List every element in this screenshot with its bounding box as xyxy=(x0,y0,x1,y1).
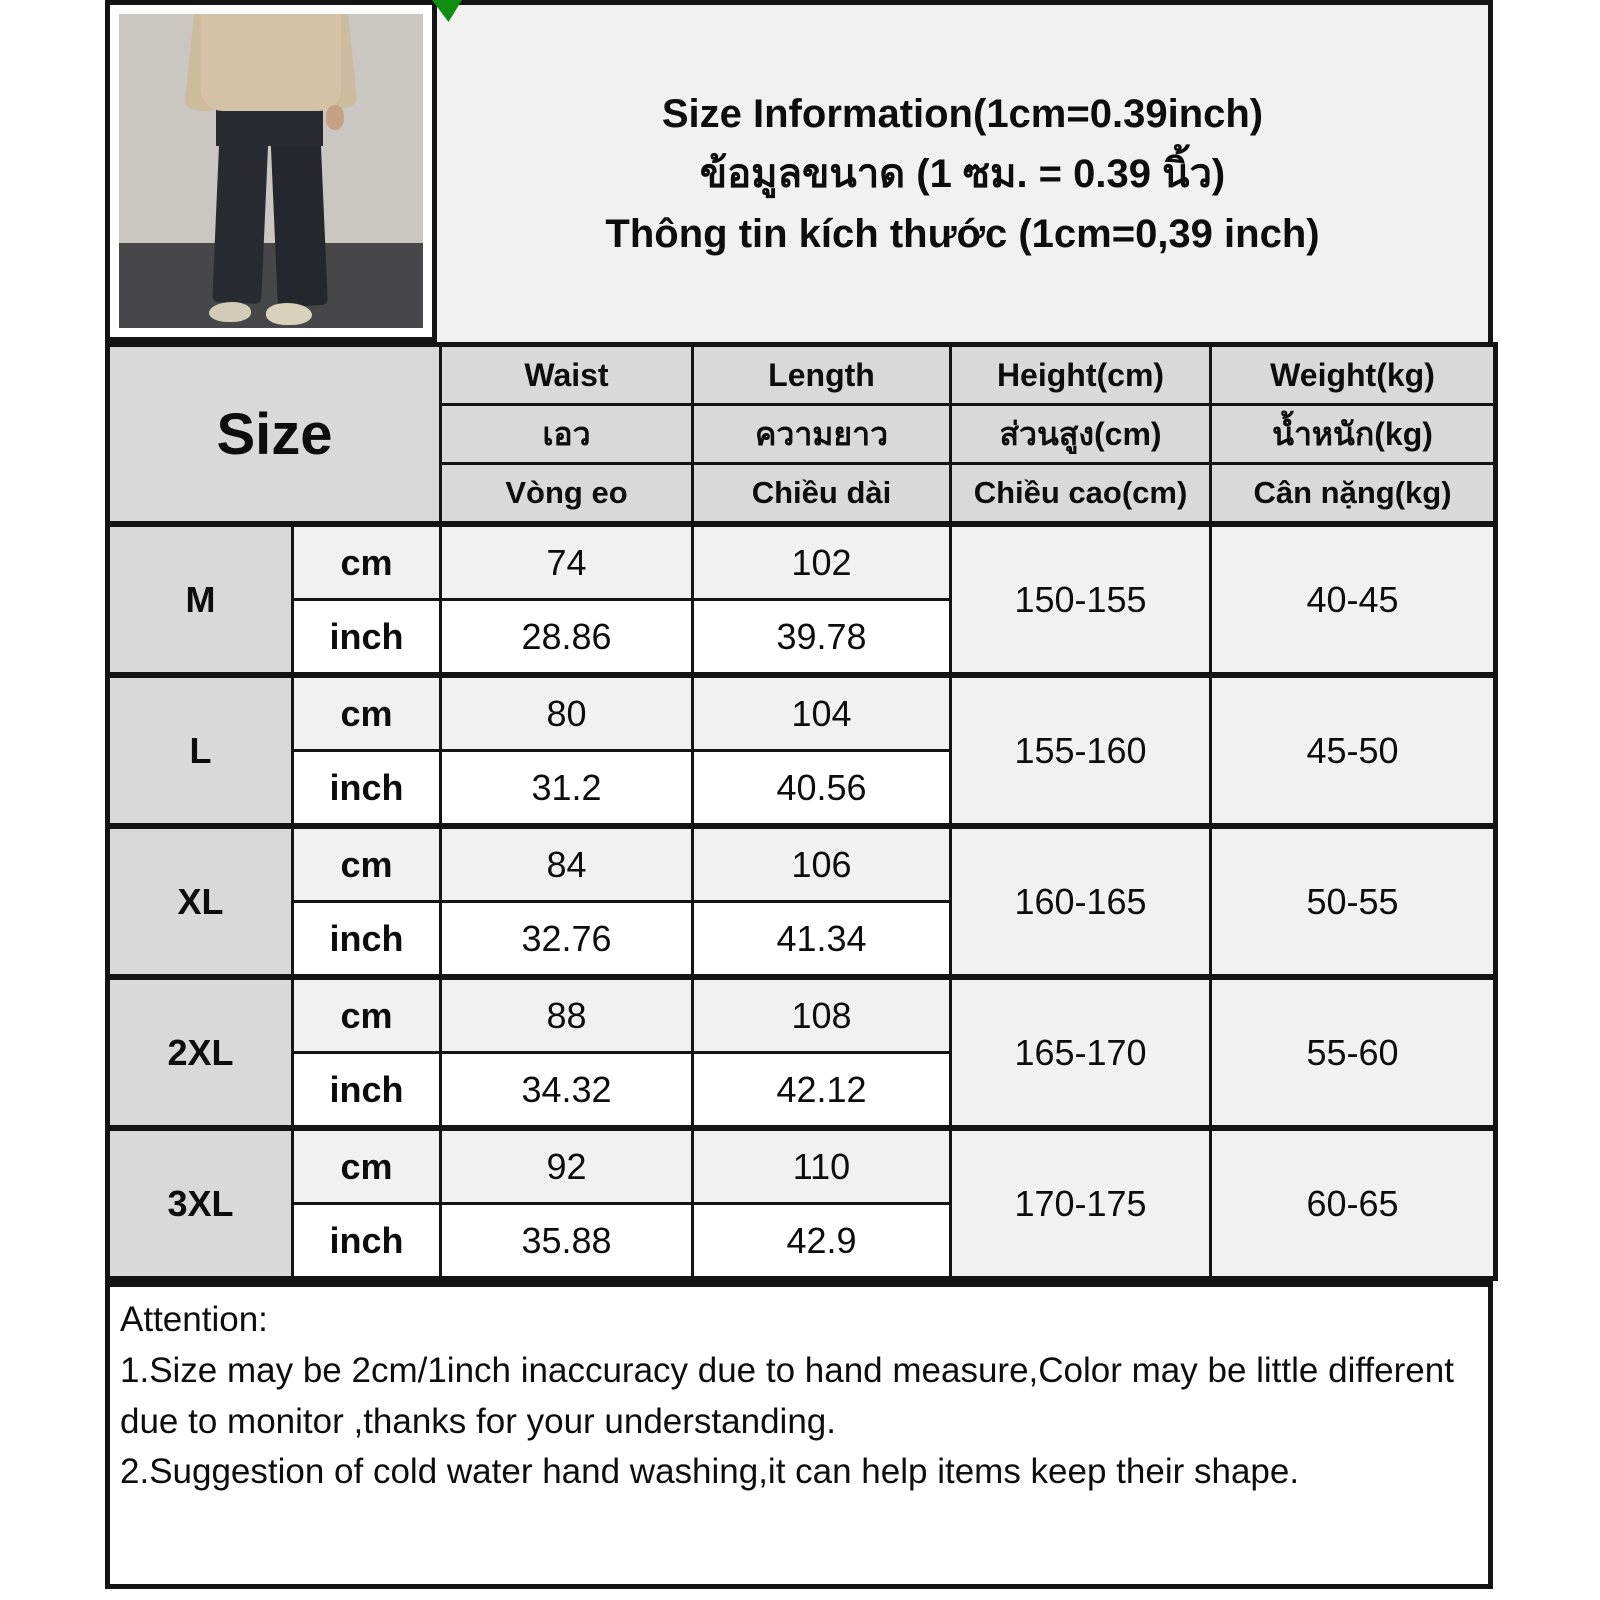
waist-inch-value: 31.2 xyxy=(441,751,693,827)
waist-cm-value: 74 xyxy=(441,524,693,600)
table-row xyxy=(108,675,1496,751)
left-shoe xyxy=(209,302,252,322)
waist-cm-value: 92 xyxy=(441,1128,693,1204)
length-cm-value: 104 xyxy=(693,675,951,751)
unit-label-inch: inch xyxy=(293,1053,441,1129)
length-header-th: ความยาว xyxy=(693,405,951,464)
height-header-en: Height(cm) xyxy=(951,345,1211,405)
title-thai: ข้อมูลขนาด (1 ซม. = 0.39 นิ้ว) xyxy=(699,151,1226,196)
length-header-vi: Chiều dài xyxy=(693,464,951,525)
size-label-m: M xyxy=(108,524,293,675)
model-hand xyxy=(326,105,344,130)
waist-cm-value: 80 xyxy=(441,675,693,751)
length-cm-value: 102 xyxy=(693,524,951,600)
height-range-value: 170-175 xyxy=(951,1128,1211,1279)
weight-range-value: 60-65 xyxy=(1211,1128,1496,1279)
title-vietnamese: Thông tin kích thước (1cm=0,39 inch) xyxy=(605,211,1320,256)
unit-label-inch: inch xyxy=(293,902,441,978)
size-label-3xl: 3XL xyxy=(108,1128,293,1279)
size-label-2xl: 2XL xyxy=(108,977,293,1128)
unit-label-inch: inch xyxy=(293,1204,441,1279)
table-row xyxy=(108,977,1496,1053)
size-chart-sheet xyxy=(105,0,1493,1589)
product-photo-frame xyxy=(105,0,437,342)
unit-label-cm: cm xyxy=(293,977,441,1053)
weight-range-value: 55-60 xyxy=(1211,977,1496,1128)
top-band xyxy=(105,0,1493,342)
attention-note-2: 2.Suggestion of cold water hand washing,it can help items keep their shape. xyxy=(120,1452,1300,1492)
length-inch-value: 39.78 xyxy=(693,600,951,676)
attention-heading: Attention: xyxy=(120,1300,268,1339)
weight-range-value: 50-55 xyxy=(1211,826,1496,977)
right-shoe xyxy=(266,303,312,325)
size-label-l: L xyxy=(108,675,293,826)
length-header-en: Length xyxy=(693,345,951,405)
waist-inch-value: 32.76 xyxy=(441,902,693,978)
unit-label-cm: cm xyxy=(293,826,441,902)
waist-header-en: Waist xyxy=(441,345,693,405)
waist-header-vi: Vòng eo xyxy=(441,464,693,525)
title-box xyxy=(437,0,1493,342)
unit-label-cm: cm xyxy=(293,1128,441,1204)
waist-inch-value: 35.88 xyxy=(441,1204,693,1279)
attention-note-1: 1.Size may be 2cm/1inch inaccuracy due to hand measure,Color may be little different due to monitor ,thanks for your understanding. xyxy=(120,1350,1454,1441)
height-range-value: 160-165 xyxy=(951,826,1211,977)
height-range-value: 155-160 xyxy=(951,675,1211,826)
height-range-value: 165-170 xyxy=(951,977,1211,1128)
pants-right-leg xyxy=(270,126,328,307)
height-header-vi: Chiều cao(cm) xyxy=(951,464,1211,525)
attention-box xyxy=(105,1281,1493,1589)
height-header-th: ส่วนสูง(cm) xyxy=(951,405,1211,464)
length-inch-value: 42.12 xyxy=(693,1053,951,1129)
table-row xyxy=(108,826,1496,902)
height-range-value: 150-155 xyxy=(951,524,1211,675)
title-english: Size Information(1cm=0.39inch) xyxy=(661,91,1264,136)
pants-hip xyxy=(216,105,322,146)
length-cm-value: 110 xyxy=(693,1128,951,1204)
product-photo xyxy=(119,14,423,328)
waist-cm-value: 88 xyxy=(441,977,693,1053)
waist-inch-value: 34.32 xyxy=(441,1053,693,1129)
unit-label-cm: cm xyxy=(293,524,441,600)
weight-range-value: 40-45 xyxy=(1211,524,1496,675)
pants-left-leg xyxy=(212,126,268,304)
unit-label-inch: inch xyxy=(293,751,441,827)
weight-header-th: น้ำหนัก(kg) xyxy=(1211,405,1496,464)
length-inch-value: 41.34 xyxy=(693,902,951,978)
unit-label-cm: cm xyxy=(293,675,441,751)
weight-range-value: 45-50 xyxy=(1211,675,1496,826)
sweater-body xyxy=(201,14,341,111)
waist-inch-value: 28.86 xyxy=(441,600,693,676)
table-row xyxy=(108,1128,1496,1204)
size-table xyxy=(105,342,1498,1281)
waist-cm-value: 84 xyxy=(441,826,693,902)
size-table-header xyxy=(108,345,1496,525)
weight-header-vi: Cân nặng(kg) xyxy=(1211,464,1496,525)
size-label-xl: XL xyxy=(108,826,293,977)
length-cm-value: 108 xyxy=(693,977,951,1053)
size-column-header: Size xyxy=(108,345,441,525)
length-inch-value: 40.56 xyxy=(693,751,951,827)
table-row xyxy=(108,524,1496,600)
weight-header-en: Weight(kg) xyxy=(1211,345,1496,405)
length-inch-value: 42.9 xyxy=(693,1204,951,1279)
length-cm-value: 106 xyxy=(693,826,951,902)
unit-label-inch: inch xyxy=(293,600,441,676)
waist-header-th: เอว xyxy=(441,405,693,464)
